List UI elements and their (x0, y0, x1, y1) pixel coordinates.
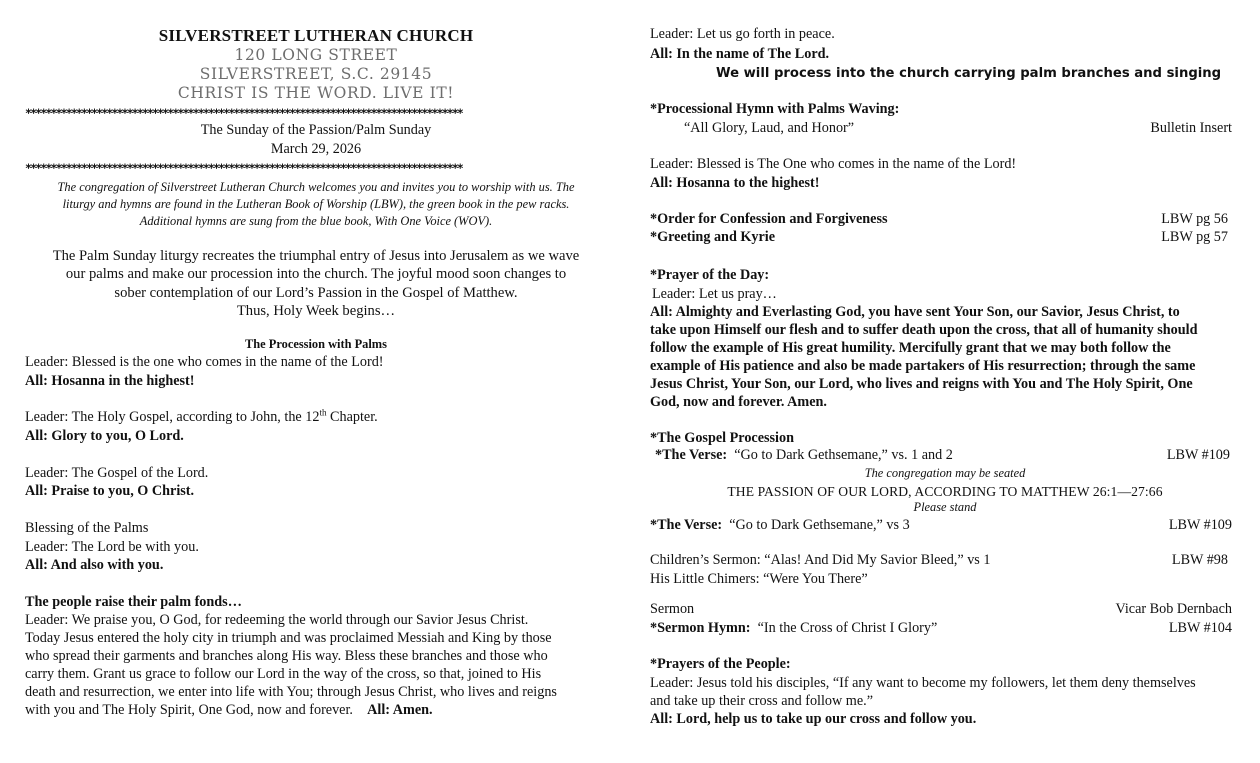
palm-prayer-line1: Leader: We praise you, O God, for redeeming the world through our Savior Jesus Christ. (25, 612, 529, 628)
leader-go-forth: Leader: Let us go forth in peace. (650, 26, 835, 42)
confession-row (650, 211, 1228, 228)
procession-all4: All: And also with you. (25, 557, 164, 573)
sermon-hymn-row (650, 620, 1232, 637)
passion-reading: THE PASSION OF OUR LORD, ACCORDING TO MATTHEW 26:1—27:66 (727, 484, 1163, 499)
divider-bottom: ************************************************************************************** (25, 161, 462, 175)
kyrie-row (650, 229, 1228, 246)
verse2-row (650, 517, 1232, 534)
little-chimers: His Little Chimers: “Were You There” (650, 571, 868, 587)
intro-line1: The Palm Sunday liturgy recreates the triumphal entry of Jesus into Jerusalem as we wave (52, 248, 580, 264)
prayers-leader-line2: and take up their cross and follow me.” (650, 693, 873, 709)
palm-prayer-amen: All: Amen. (367, 702, 433, 718)
sermon-row (650, 601, 1232, 618)
palm-prayer-line2: Today Jesus entered the holy city in triumph and was proclaimed Messiah and King by those (25, 630, 552, 646)
kyrie-title: *Greeting and Kyrie (650, 229, 776, 245)
verse1-ref: LBW #109 (1166, 447, 1230, 463)
procession-all3: All: Praise to you, O Christ. (25, 483, 195, 499)
prayer-day-line6: God, now and forever. Amen. (650, 394, 827, 410)
raise-palms-heading: The people raise their palm fonds… (25, 594, 242, 610)
welcome-line2: liturgy and hymns are found in the Lutheran Book of Worship (LBW), the green book in the pew racks. (62, 197, 570, 211)
prayer-day-line1: All: Almighty and Everlasting God, you have sent Your Son, our Savior, Jesus Christ, to (650, 304, 1180, 320)
sermon-label: Sermon (650, 601, 695, 617)
verse1-label: *The Verse: (655, 447, 728, 463)
sermon-hymn-label: *Sermon Hymn: (650, 620, 751, 636)
church-motto: CHRIST IS THE WORD. LIVE IT! (177, 84, 455, 102)
intro-line2: our palms and make our procession into the church. The joyful mood soon changes to (65, 266, 567, 282)
prayer-day-leader: Leader: Let us pray… (652, 286, 777, 302)
prayer-day-line5: Jesus Christ, Your Son, our Lord, who lives and reigns with You and The Holy Spirit, One (650, 376, 1193, 392)
verse1-row (655, 447, 1230, 464)
verse2-text: “Go to Dark Gethsemane,” vs 3 (722, 517, 910, 533)
address-line2: SILVERSTREET, S.C. 29145 (199, 65, 433, 83)
sermon-hymn-text: “In the Cross of Christ I Glory” (750, 620, 938, 636)
welcome-line3: Additional hymns are sung from the blue book, With One Voice (WOV). (139, 214, 493, 228)
kyrie-ref: LBW pg 57 (1161, 229, 1228, 245)
prayer-day-line2: take upon Himself our flesh and to suffer death upon the cross, that all of humanity should (650, 322, 1198, 338)
all-hosanna: All: Hosanna to the highest! (650, 175, 820, 191)
confession-ref: LBW pg 56 (1161, 211, 1228, 227)
church-name: SILVERSTREET LUTHERAN CHURCH (158, 26, 474, 45)
procession-heading: The Procession with Palms (245, 337, 387, 351)
processional-hymn-row (684, 120, 1232, 137)
seated-note: The congregation may be seated (864, 466, 1026, 480)
gospel-procession-heading: *The Gospel Procession (650, 430, 794, 446)
process-note: We will process into the church carrying palm branches and singing (716, 66, 1222, 81)
processional-hymn: “All Glory, Laud, and Honor” (684, 120, 855, 136)
prayer-day-line4: example of His patience and also be made partakers of His resurrection; through the same (650, 358, 1196, 374)
address-line1: 120 LONG STREET (234, 46, 398, 64)
procession-leader4: Leader: The Lord be with you. (25, 539, 199, 555)
procession-all1: All: Hosanna in the highest! (25, 373, 195, 389)
welcome-line1: The congregation of Silverstreet Lutheran Church welcomes you and invites you to worship with us. The (57, 180, 575, 194)
intro-line3: sober contemplation of our Lord’s Passion in the Gospel of Matthew. (114, 285, 518, 301)
verse2-ref: LBW #109 (1168, 517, 1232, 533)
service-date: March 29, 2026 (270, 141, 362, 157)
prayers-all: All: Lord, help us to take up our cross and follow you. (650, 711, 977, 727)
divider-top: ************************************************************************************** (25, 106, 462, 120)
palm-prayer-line4: carry them. Grant us grace to follow our Lord in the way of the cross, so that, joined to His (25, 666, 542, 682)
processional-ref: Bulletin Insert (1150, 120, 1232, 136)
prayer-day-line3: follow the example of His great humility. Mercifully grant that we may both follow the (650, 340, 1171, 356)
childrens-sermon: Children’s Sermon: “Alas! And Did My Savior Bleed,” vs 1 (650, 552, 991, 568)
childrens-ref: LBW #98 (1171, 552, 1228, 568)
childrens-sermon-row (650, 552, 1228, 569)
procession-leader2: Leader: The Holy Gospel, according to John, the 12th Chapter. (25, 407, 378, 425)
verse1-text: “Go to Dark Gethsemane,” vs. 1 and 2 (727, 447, 953, 463)
prayer-day-heading: *Prayer of the Day: (650, 267, 770, 283)
palm-prayer-line5: death and resurrection, we enter into life with You; through Jesus Christ, who lives and reigns (25, 684, 557, 700)
service-title: The Sunday of the Passion/Palm Sunday (200, 122, 432, 138)
procession-leader1: Leader: Blessed is the one who comes in the name of the Lord! (25, 354, 384, 370)
prayers-leader-line1: Leader: Jesus told his disciples, “If any want to become my followers, let them deny themselves (650, 675, 1196, 691)
blessing-heading: Blessing of the Palms (25, 520, 149, 536)
sermon-hymn-ref: LBW #104 (1168, 620, 1232, 636)
prayers-people-heading: *Prayers of the People: (650, 656, 791, 672)
sermon-preacher: Vicar Bob Dernbach (1115, 601, 1232, 617)
verse2-label: *The Verse: (650, 517, 723, 533)
stand-note: Please stand (913, 500, 977, 514)
processional-heading: *Processional Hymn with Palms Waving: (650, 101, 900, 117)
leader-blessed: Leader: Blessed is The One who comes in the name of the Lord! (650, 156, 1017, 172)
all-name-of-lord: All: In the name of The Lord. (650, 46, 830, 62)
palm-prayer-line6: with you and The Holy Spirit, One God, now and forever. All: Amen. (25, 702, 433, 718)
confession-title: *Order for Confession and Forgiveness (650, 211, 888, 227)
procession-leader3: Leader: The Gospel of the Lord. (25, 465, 209, 481)
palm-prayer-line3: who spread their garments and branches along His way. Bless these branches and those who (25, 648, 548, 664)
procession-all2: All: Glory to you, O Lord. (25, 428, 184, 444)
intro-line4: Thus, Holy Week begins… (236, 303, 396, 319)
